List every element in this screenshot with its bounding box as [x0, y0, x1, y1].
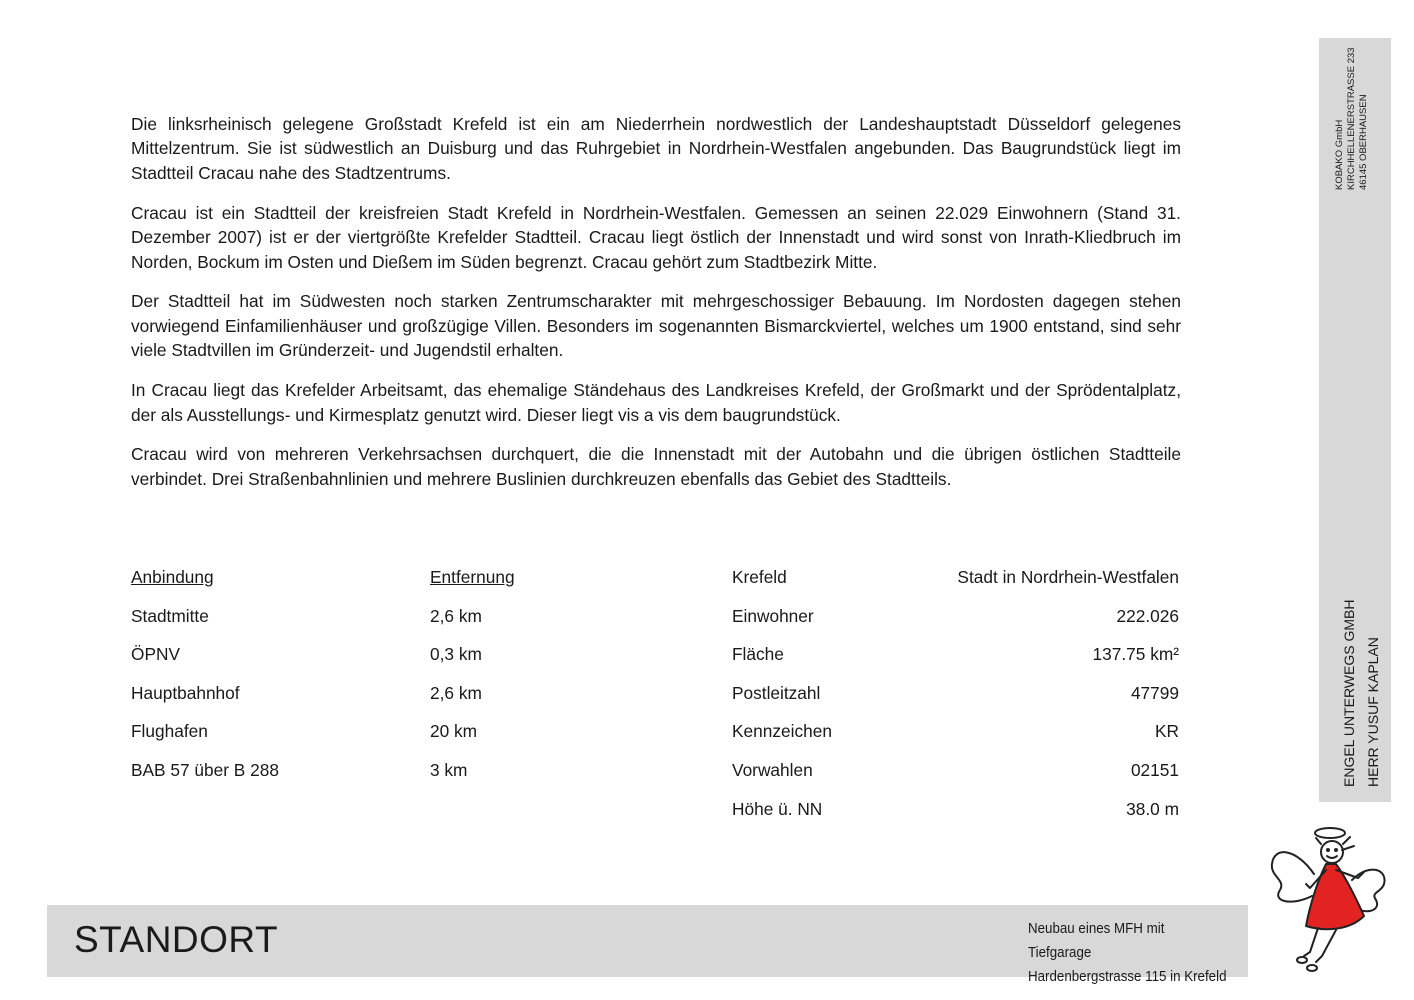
- distance-value: 2,6 km: [430, 605, 482, 626]
- city-description: Stadt in Nordrhein-Westfalen: [957, 567, 1179, 587]
- project-info: [1028, 917, 1230, 989]
- firm-city: 46145 OBERHAUSEN: [1358, 94, 1369, 190]
- table-row: [732, 642, 1179, 681]
- client-company: ENGEL UNTERWEGS GMBH: [1341, 599, 1357, 787]
- footer-bar: [47, 905, 1248, 985]
- table-row: [732, 797, 1179, 836]
- body-text: [131, 112, 1181, 507]
- destination-label: Hauptbahnhof: [131, 682, 240, 703]
- table-row: [732, 758, 1179, 797]
- table-row: [131, 681, 561, 720]
- column-header: Anbindung: [131, 567, 214, 587]
- distance-value: 2,6 km: [430, 682, 482, 703]
- fact-value: 137.75 km²: [1092, 644, 1179, 665]
- destination-label: Flughafen: [131, 721, 208, 742]
- city-facts-table: [732, 565, 1179, 835]
- table-row: [732, 604, 1179, 643]
- angel-logo-icon: [1266, 820, 1390, 980]
- fact-label: Kennzeichen: [732, 721, 832, 742]
- table-row: [732, 681, 1179, 720]
- fact-value: 02151: [1130, 759, 1179, 780]
- table-header-row: [131, 565, 561, 604]
- paragraph: In Cracau liegt das Krefelder Arbeitsamt, das ehemalige Ständehaus des Landkreises Krefeld, der Großmarkt und der Sprödentalplatz, der als Ausstellungs- und Kirmesplatz genutzt wird. Dieser liegt vis a vis dem baugrundstück.: [131, 380, 1181, 425]
- paragraph: Die linksrheinisch gelegene Großstadt Krefeld ist ein am Niederrhein nordwestlich der Landeshauptstadt Düsseldorf gelegenes Mittelzentrum. Sie ist südwestlich an Duisburg und das Ruhrgebiet in Nordrhein-Westfalen angebunden. Das Baugrundstück liegt im Stadtteil Cracau nahe des Stadtzentrums.: [131, 114, 1181, 183]
- connections-table: [131, 565, 561, 797]
- fact-label: Höhe ü. NN: [732, 798, 823, 819]
- table-row: [131, 604, 561, 643]
- project-address: Hardenbergstrasse 115 in Krefeld: [1028, 969, 1227, 985]
- table-row: [131, 719, 561, 758]
- table-row: [732, 719, 1179, 758]
- fact-label: Fläche: [732, 644, 784, 665]
- fact-value: 38.0 m: [1126, 798, 1179, 819]
- distance-value: 20 km: [430, 721, 478, 742]
- client-info: [1337, 600, 1385, 787]
- table-row: [131, 758, 561, 797]
- destination-label: Stadtmitte: [131, 605, 209, 626]
- destination-label: ÖPNV: [131, 644, 180, 665]
- fact-label: Vorwahlen: [732, 759, 813, 780]
- fact-value: 222.026: [1116, 605, 1179, 626]
- paragraph: Der Stadtteil hat im Südwesten noch starken Zentrumscharakter mit mehrgeschossiger Bebauung. Im Nordosten dagegen stehen vorwiegend Einfamilienhäuser und großzügige Villen. Besonders im sogenannten Bismarckviertel, welches um 1900 entstand, sind sehr viele Stadtvillen im Gründerzeit- und Jugendstil erhalten.: [131, 291, 1181, 361]
- distance-value: 3 km: [430, 759, 468, 780]
- page-title: STANDORT: [74, 919, 279, 960]
- fact-label: Einwohner: [732, 605, 814, 626]
- destination-label: BAB 57 über B 288: [131, 759, 279, 780]
- table-row: [131, 642, 561, 681]
- fact-value: KR: [1154, 721, 1179, 742]
- distance-value: 0,3 km: [430, 644, 482, 665]
- firm-street: KIRCHHELLENERSTRASSE 233: [1346, 47, 1357, 190]
- firm-address: [1334, 47, 1370, 190]
- client-contact: HERR YUSUF KAPLAN: [1365, 637, 1381, 787]
- paragraph: Cracau wird von mehreren Verkehrsachsen durchquert, die die Innenstadt mit der Autobahn und die übrigen östlichen Stadtteile verbindet. Drei Straßenbahnlinien und mehrere Buslinien durchkreuzen ebenfalls das Gebiet des Stadtteils.: [131, 444, 1181, 489]
- firm-name: KOBAKO GmbH: [1334, 119, 1345, 190]
- project-name: Neubau eines MFH mit Tiefgarage: [1028, 921, 1165, 961]
- fact-label: Postleitzahl: [732, 682, 821, 703]
- table-header-row: [732, 565, 1179, 604]
- paragraph: Cracau ist ein Stadtteil der kreisfreien Stadt Krefeld in Nordrhein-Westfalen. Gemessen an seinen 22.029 Einwohnern (Stand 31. Dezember 2007) ist er der viertgrößte Krefelder Stadtteil. Cracau liegt östlich der Innenstadt und wird sonst von Inrath-Kliedbruch im Norden, Bockum im Osten und Dießem im Süden begrenzt. Cracau gehört zum Stadtbezirk Mitte.: [131, 202, 1181, 272]
- fact-value: 47799: [1130, 682, 1179, 703]
- column-header: Entfernung: [430, 567, 515, 587]
- city-name: Krefeld: [732, 567, 787, 587]
